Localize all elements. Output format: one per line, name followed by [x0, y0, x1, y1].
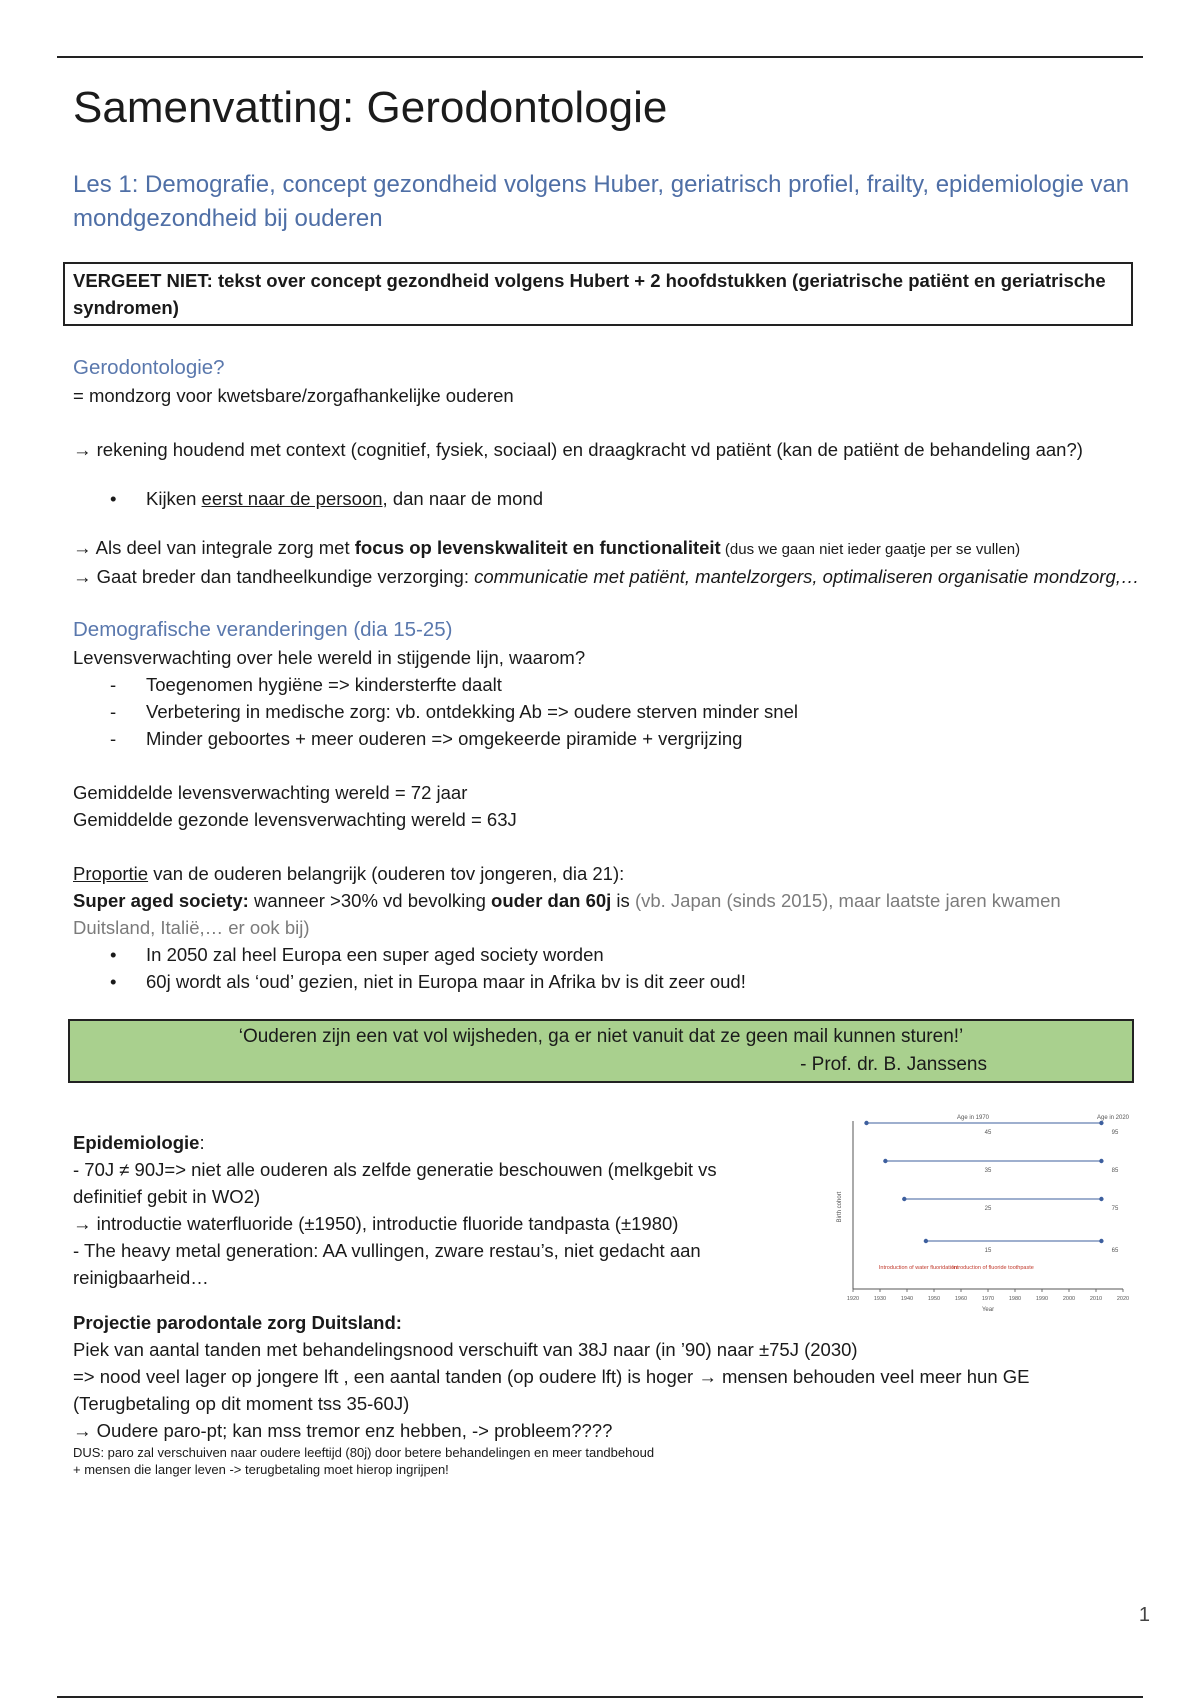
reasons-list	[73, 671, 1143, 752]
list-item: • Kijken eerst naar de persoon, dan naar de mond	[73, 485, 1143, 512]
cohort-age-1970-label: 45	[984, 1130, 992, 1136]
list-item: - Toegenomen hygiëne => kindersterfte daalt	[73, 671, 1143, 698]
x-tick-label: 2000	[1062, 1296, 1076, 1302]
x-tick-label: 2010	[1089, 1296, 1103, 1302]
quote-author: - Prof. dr. B. Janssens	[800, 1054, 987, 1075]
x-tick-label: 1940	[900, 1296, 914, 1302]
cohort-end-point	[1099, 1239, 1103, 1243]
list-item: • 60j wordt als ‘oud’ gezien, niet in Europa maar in Afrika bv is dit zeer oud!	[73, 968, 1143, 995]
epidemiologie-section	[73, 1115, 1143, 1313]
cohort-end-point	[1099, 1159, 1103, 1163]
x-tick-label: 1990	[1035, 1296, 1049, 1302]
cohort-start-point	[864, 1121, 868, 1125]
heavy-metal-line: - The heavy metal generation: AA vullingen, zware restau’s, niet gedacht aan reinigbaarheid…	[73, 1240, 701, 1288]
cohort-age-2020-label: 95	[1111, 1130, 1119, 1136]
integral-care-line: → Als deel van integrale zorg met focus op levenskwaliteit en functionaliteit (dus we gaan niet ieder gaatje per se vullen)	[73, 537, 1021, 558]
broader-care-line: → Gaat breder dan tandheelkundige verzorging: communicatie met patiënt, mantelzorgers, optimaliseren organisatie mondzorg,…	[73, 566, 1140, 587]
x-tick-label: 1980	[1008, 1296, 1022, 1302]
super-aged-bullets	[73, 941, 1143, 995]
proportion-line: Proportie van de ouderen belangrijk (ouderen tov jongeren, dia 21):	[73, 863, 625, 884]
page-title: Samenvatting: Gerodontologie	[73, 83, 668, 132]
list-item: - Minder geboortes + meer ouderen => omgekeerde piramide + vergrijzing	[73, 725, 1143, 752]
epidemiologie-heading: Epidemiologie:	[73, 1132, 205, 1153]
cohort-age-1970-label: 15	[984, 1248, 992, 1254]
cohort-start-point	[883, 1159, 887, 1163]
projectie-line-3: → Oudere paro-pt; kan mss tremor enz hebben, -> probleem????	[73, 1420, 613, 1441]
x-tick-label: 1970	[981, 1296, 995, 1302]
person-bullet-list	[73, 485, 1143, 512]
list-item: - Verbetering in medische zorg: vb. ontdekking Ab => oudere sterven minder snel	[73, 698, 1143, 725]
bottom-rule	[57, 1696, 1143, 1698]
x-tick-label: 1950	[927, 1296, 941, 1302]
chart-ylabel: Birth cohort	[837, 1191, 843, 1223]
x-tick-label: 1930	[873, 1296, 887, 1302]
projectie-line-1: Piek van aantal tanden met behandelingsnood verschuift van 38J naar (in ’90) naar ±75J (2030)	[73, 1339, 858, 1360]
projectie-note-1: DUS: paro zal verschuiven naar oudere leeftijd (80j) door betere behandelingen en meer tandbehoud	[73, 1445, 655, 1460]
chart-annotation-water: Introduction of water fluoridation	[878, 1265, 958, 1271]
lesson-heading: Les 1: Demografie, concept gezondheid volgens Huber, geriatrisch profiel, frailty, epidemiologie van mondgezondheid bij ouderen	[73, 171, 1130, 232]
life-expectancy-question: Levensverwachting over hele wereld in stijgende lijn, waarom?	[73, 647, 586, 668]
cohort-start-point	[902, 1197, 906, 1201]
projectie-heading: Projectie parodontale zorg Duitsland:	[73, 1312, 402, 1333]
cohort-chart	[823, 1111, 1143, 1321]
cohort-age-1970-label: 35	[984, 1168, 992, 1174]
cohort-age-2020-label: 75	[1111, 1206, 1119, 1212]
projectie-line-2: => nood veel lager op jongere lft , een aantal tanden (op oudere lft) is hoger → mensen behouden veel meer hun GE (Terugbetaling op dit moment tss 35-60J)	[73, 1366, 1030, 1414]
definition: = mondzorg voor kwetsbare/zorgafhankelijke ouderen	[73, 385, 514, 406]
super-aged-line: Super aged society: wanneer >30% vd bevolking ouder dan 60j is (vb. Japan (sinds 2015), maar laatste jaren kwamen Duitsland, Italië,… er ook bij)	[73, 890, 1061, 938]
cohort-end-point	[1099, 1197, 1103, 1201]
demografie-heading: Demografische veranderingen (dia 15-25)	[73, 618, 453, 641]
context-line: → rekening houdend met context (cognitief, fysiek, sociaal) en draagkracht vd patiënt (kan de patiënt de behandeling aan?)	[73, 439, 1083, 460]
page-content	[73, 80, 1143, 1478]
cohort-age-1970-label: 25	[984, 1206, 992, 1212]
cohort-age-2020-label: 85	[1111, 1168, 1119, 1174]
page-number: 1	[1138, 1604, 1150, 1626]
reminder-box: VERGEET NIET: tekst over concept gezondheid volgens Hubert + 2 hoofdstukken (geriatrische patiënt en geriatrische syndromen)	[63, 262, 1133, 326]
chart-header-left: Age in 1970	[956, 1115, 990, 1121]
chart-xlabel: Year	[981, 1307, 995, 1313]
healthy-life-expectancy: Gemiddelde gezonde levensverwachting wereld = 63J	[73, 809, 517, 830]
top-rule	[57, 56, 1143, 58]
fluoride-line: → introductie waterfluoride (±1950), introductie fluoride tandpasta (±1980)	[73, 1213, 679, 1234]
gerodontologie-heading: Gerodontologie?	[73, 356, 225, 379]
cohort-start-point	[924, 1239, 928, 1243]
x-tick-label: 1960	[954, 1296, 968, 1302]
list-item: • In 2050 zal heel Europa een super aged society worden	[73, 941, 1143, 968]
quote-text: ‘Ouderen zijn een vat vol wijsheden, ga er niet vanuit dat ze geen mail kunnen sturen!’	[238, 1026, 964, 1047]
generation-line: - 70J ≠ 90J=> niet alle ouderen als zelfde generatie beschouwen (melkgebit vs definitief gebit in WO2)	[73, 1159, 717, 1207]
projectie-note-2: + mensen die langer leven -> terugbetaling moet hierop ingrijpen!	[73, 1462, 449, 1477]
cohort-end-point	[1099, 1121, 1103, 1125]
quote-box	[68, 1019, 1134, 1083]
x-tick-label: 1920	[846, 1296, 860, 1302]
chart-annotation-toothpaste: Introduction of fluoride toothpaste	[952, 1265, 1034, 1271]
life-expectancy: Gemiddelde levensverwachting wereld = 72 jaar	[73, 782, 468, 803]
chart-header-right: Age in 2020	[1096, 1115, 1130, 1121]
cohort-age-2020-label: 65	[1111, 1248, 1119, 1254]
x-tick-label: 2020	[1116, 1296, 1130, 1302]
